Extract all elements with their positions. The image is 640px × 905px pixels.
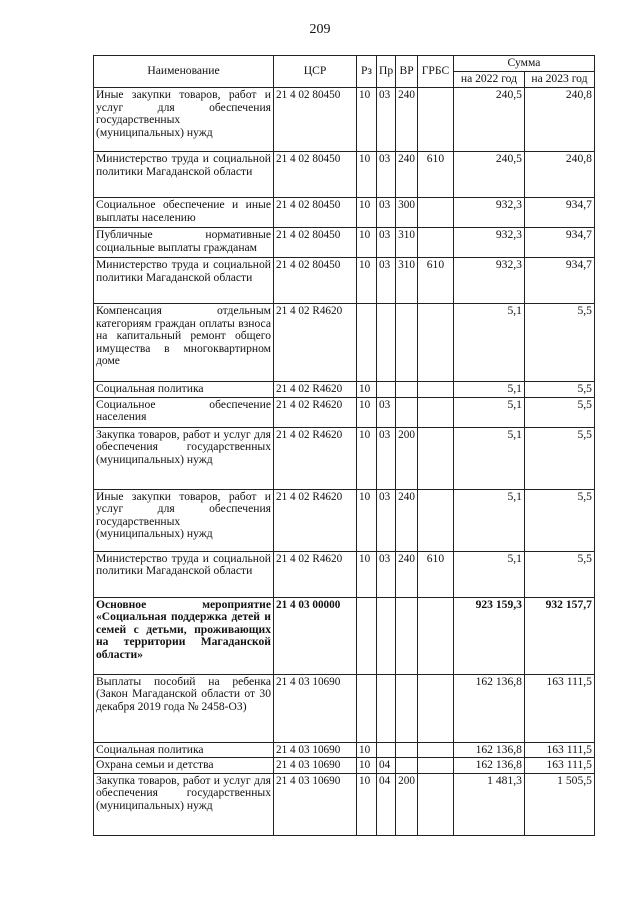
- row-grbs: [417, 397, 453, 427]
- row-grbs: 610: [417, 258, 453, 304]
- row-vr: [396, 397, 418, 427]
- row-rz: 10: [357, 198, 377, 228]
- row-grbs: [417, 427, 453, 489]
- row-sum-2023: 5,5: [524, 382, 594, 398]
- row-sum-2022: 932,3: [453, 228, 524, 258]
- row-vr: 240: [396, 88, 418, 152]
- header-name: Наименование: [94, 56, 274, 88]
- row-pr: 03: [377, 198, 396, 228]
- row-rz: 10: [357, 551, 377, 597]
- row-rz: 10: [357, 427, 377, 489]
- row-csr: 21 4 02 R4620: [274, 427, 357, 489]
- row-sum-2022: 240,5: [453, 152, 524, 198]
- row-sum-2023: 240,8: [524, 88, 594, 152]
- row-sum-2023: 934,7: [524, 198, 594, 228]
- row-name: Министерство труда и социальной политики Магаданской области: [94, 551, 274, 597]
- row-grbs: [417, 489, 453, 551]
- row-grbs: [417, 758, 453, 774]
- table-row: [94, 304, 595, 382]
- row-pr: 03: [377, 427, 396, 489]
- header-vr: ВР: [396, 56, 418, 88]
- row-rz: 10: [357, 489, 377, 551]
- header-year-2022: на 2022 год: [453, 72, 524, 88]
- row-csr: 21 4 02 R4620: [274, 382, 357, 398]
- row-rz: 10: [357, 228, 377, 258]
- row-sum-2023: 934,7: [524, 228, 594, 258]
- row-pr: [377, 304, 396, 382]
- row-name: Охрана семьи и детства: [94, 758, 274, 774]
- row-csr: 21 4 02 80450: [274, 88, 357, 152]
- row-pr: 03: [377, 88, 396, 152]
- row-sum-2023: 1 505,5: [524, 773, 594, 835]
- row-pr: [377, 674, 396, 742]
- row-sum-2022: 1 481,3: [453, 773, 524, 835]
- row-sum-2022: 5,1: [453, 427, 524, 489]
- row-csr: 21 4 02 R4620: [274, 304, 357, 382]
- row-sum-2022: 162 136,8: [453, 674, 524, 742]
- row-sum-2023: 163 111,5: [524, 742, 594, 758]
- row-pr: 03: [377, 258, 396, 304]
- row-sum-2023: 5,5: [524, 427, 594, 489]
- row-csr: 21 4 03 00000: [274, 597, 357, 674]
- row-sum-2023: 932 157,7: [524, 597, 594, 674]
- row-grbs: 610: [417, 551, 453, 597]
- row-pr: 03: [377, 397, 396, 427]
- row-grbs: [417, 382, 453, 398]
- row-vr: [396, 597, 418, 674]
- row-name: Закупка товаров, работ и услуг для обеспечения государственных (муниципальных) нужд: [94, 773, 274, 835]
- row-grbs: [417, 742, 453, 758]
- table-row: [94, 489, 595, 551]
- row-pr: 04: [377, 758, 396, 774]
- row-sum-2023: 163 111,5: [524, 674, 594, 742]
- row-name: Публичные нормативные социальные выплаты гражданам: [94, 228, 274, 258]
- row-csr: 21 4 02 80450: [274, 258, 357, 304]
- table-row: [94, 228, 595, 258]
- row-rz: 10: [357, 258, 377, 304]
- row-sum-2023: 5,5: [524, 489, 594, 551]
- row-grbs: 610: [417, 152, 453, 198]
- row-vr: [396, 742, 418, 758]
- row-csr: 21 4 03 10690: [274, 674, 357, 742]
- row-csr: 21 4 03 10690: [274, 758, 357, 774]
- row-sum-2023: 163 111,5: [524, 758, 594, 774]
- row-name: Социальная политика: [94, 742, 274, 758]
- table-row: [94, 397, 595, 427]
- row-vr: 240: [396, 489, 418, 551]
- row-rz: 10: [357, 152, 377, 198]
- row-vr: [396, 758, 418, 774]
- table-row: [94, 382, 595, 398]
- row-pr: 04: [377, 773, 396, 835]
- row-sum-2023: 240,8: [524, 152, 594, 198]
- row-rz: 10: [357, 397, 377, 427]
- row-sum-2022: 5,1: [453, 382, 524, 398]
- row-csr: 21 4 02 80450: [274, 198, 357, 228]
- table-row: [94, 198, 595, 228]
- row-rz: [357, 597, 377, 674]
- row-sum-2022: 923 159,3: [453, 597, 524, 674]
- row-grbs: [417, 304, 453, 382]
- row-name: Министерство труда и социальной политики Магаданской области: [94, 258, 274, 304]
- header-csr: ЦСР: [274, 56, 357, 88]
- row-pr: [377, 382, 396, 398]
- row-sum-2022: 5,1: [453, 489, 524, 551]
- row-sum-2022: 5,1: [453, 551, 524, 597]
- table-row: [94, 742, 595, 758]
- row-vr: 240: [396, 551, 418, 597]
- row-sum-2022: 932,3: [453, 198, 524, 228]
- row-csr: 21 4 02 R4620: [274, 551, 357, 597]
- row-rz: 10: [357, 742, 377, 758]
- row-sum-2022: 5,1: [453, 397, 524, 427]
- row-name: Социальная политика: [94, 382, 274, 398]
- table-row: [94, 674, 595, 742]
- row-csr: 21 4 02 R4620: [274, 489, 357, 551]
- row-rz: [357, 674, 377, 742]
- row-grbs: [417, 597, 453, 674]
- row-name: Министерство труда и социальной политики Магаданской области: [94, 152, 274, 198]
- header-grbs: ГРБС: [417, 56, 453, 88]
- row-vr: [396, 304, 418, 382]
- row-vr: 310: [396, 228, 418, 258]
- header-pr: Пр: [377, 56, 396, 88]
- row-csr: 21 4 03 10690: [274, 742, 357, 758]
- row-sum-2023: 5,5: [524, 551, 594, 597]
- row-sum-2023: 934,7: [524, 258, 594, 304]
- row-sum-2022: 5,1: [453, 304, 524, 382]
- row-name: Выплаты пособий на ребенка (Закон Магаданской области от 30 декабря 2019 года № 2458-ОЗ): [94, 674, 274, 742]
- row-name: Основное мероприятие «Социальная поддержка детей и семей с детьми, проживающих на территории Магаданской области»: [94, 597, 274, 674]
- row-name: Социальное обеспечение и иные выплаты населению: [94, 198, 274, 228]
- row-sum-2023: 5,5: [524, 304, 594, 382]
- row-vr: [396, 674, 418, 742]
- row-sum-2023: 5,5: [524, 397, 594, 427]
- row-grbs: [417, 773, 453, 835]
- row-sum-2022: 162 136,8: [453, 758, 524, 774]
- row-pr: 03: [377, 152, 396, 198]
- table-body: [94, 88, 595, 836]
- table-row: [94, 551, 595, 597]
- header-sum: Сумма: [453, 56, 594, 72]
- row-rz: 10: [357, 88, 377, 152]
- row-csr: 21 4 03 10690: [274, 773, 357, 835]
- row-grbs: [417, 674, 453, 742]
- row-name: Компенсация отдельным категориям граждан оплаты взноса на капитальный ремонт общего имущества в многоквартирном доме: [94, 304, 274, 382]
- row-sum-2022: 162 136,8: [453, 742, 524, 758]
- page-number: 209: [309, 22, 331, 37]
- row-pr: [377, 742, 396, 758]
- row-pr: 03: [377, 551, 396, 597]
- table-row: [94, 152, 595, 198]
- row-name: Иные закупки товаров, работ и услуг для обеспечения государственных (муниципальных) нужд: [94, 88, 274, 152]
- row-csr: 21 4 02 80450: [274, 228, 357, 258]
- row-name: Иные закупки товаров, работ и услуг для обеспечения государственных (муниципальных) нужд: [94, 489, 274, 551]
- table-row: [94, 258, 595, 304]
- budget-table: [93, 55, 595, 836]
- row-rz: 10: [357, 758, 377, 774]
- row-rz: [357, 304, 377, 382]
- row-vr: 200: [396, 773, 418, 835]
- row-vr: 200: [396, 427, 418, 489]
- table-row: [94, 773, 595, 835]
- row-pr: 03: [377, 228, 396, 258]
- row-vr: 240: [396, 152, 418, 198]
- table-row: [94, 758, 595, 774]
- table-row: [94, 427, 595, 489]
- header-rz: Рз: [357, 56, 377, 88]
- row-grbs: [417, 198, 453, 228]
- row-sum-2022: 932,3: [453, 258, 524, 304]
- row-csr: 21 4 02 R4620: [274, 397, 357, 427]
- row-rz: 10: [357, 773, 377, 835]
- row-vr: 300: [396, 198, 418, 228]
- table-row: [94, 597, 595, 674]
- row-pr: 03: [377, 489, 396, 551]
- row-vr: 310: [396, 258, 418, 304]
- row-rz: 10: [357, 382, 377, 398]
- row-name: Социальное обеспечение населения: [94, 397, 274, 427]
- row-pr: [377, 597, 396, 674]
- row-grbs: [417, 228, 453, 258]
- header-year-2023: на 2023 год: [524, 72, 594, 88]
- row-sum-2022: 240,5: [453, 88, 524, 152]
- row-grbs: [417, 88, 453, 152]
- row-csr: 21 4 02 80450: [274, 152, 357, 198]
- table-row: [94, 88, 595, 152]
- row-name: Закупка товаров, работ и услуг для обеспечения государственных (муниципальных) нужд: [94, 427, 274, 489]
- row-vr: [396, 382, 418, 398]
